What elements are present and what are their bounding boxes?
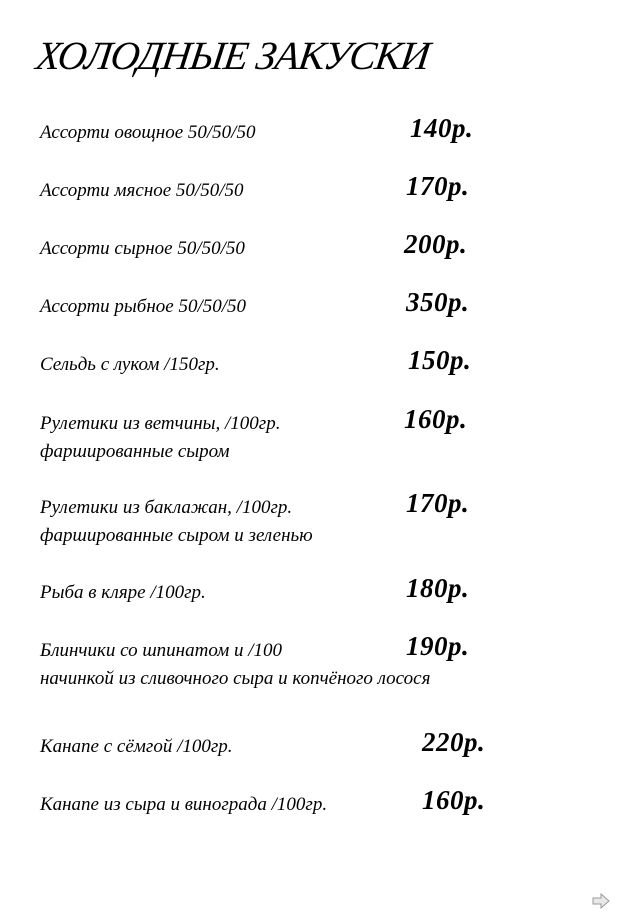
item-name: Сельдь с луком /150гр.: [40, 354, 220, 375]
item-price: 170р.: [406, 488, 470, 518]
item-description: начинкой из сливочного сыра и копчёного лосося: [40, 668, 431, 689]
item-name: Рыба в кляре /100гр.: [40, 582, 206, 603]
item-name: Ассорти сырное 50/50/50: [40, 238, 245, 259]
item-price: 160р.: [404, 404, 468, 434]
item-price: 180р.: [406, 573, 470, 603]
item-name: Ассорти рыбное 50/50/50: [40, 296, 247, 317]
item-name: Ассорти мясное 50/50/50: [40, 180, 244, 201]
menu-item: [40, 287, 600, 318]
arrow-right-icon[interactable]: [592, 892, 610, 910]
item-price: 150р.: [408, 345, 472, 375]
menu-item: [40, 785, 600, 816]
item-price: 140р.: [410, 113, 474, 143]
menu-item: [40, 488, 600, 547]
item-name: Рулетики из ветчины, /100гр.: [40, 413, 281, 434]
page-title: ХОЛОДНЫЕ ЗАКУСКИ: [33, 33, 433, 78]
menu-item: [40, 573, 600, 604]
item-price: 220р.: [422, 727, 486, 757]
menu-item: [40, 345, 600, 376]
menu-item: [40, 113, 600, 144]
menu-item: [40, 171, 600, 202]
item-price: 350р.: [406, 287, 470, 317]
menu-item: [40, 229, 600, 260]
item-name: Блинчики со шпинатом и /100: [40, 640, 282, 661]
item-name: Ассорти овощное 50/50/50: [40, 122, 256, 143]
item-name: Канапе с сёмгой /100гр.: [40, 736, 233, 757]
item-price: 190р.: [406, 631, 470, 661]
item-name: Рулетики из баклажан, /100гр.: [40, 497, 293, 518]
item-price: 160р.: [422, 785, 486, 815]
menu-item: [40, 727, 600, 758]
menu-item: [40, 404, 600, 463]
item-description: фаршированные сыром: [40, 441, 230, 462]
menu-item: [40, 631, 600, 690]
item-name: Канапе из сыра и винограда /100гр.: [40, 794, 328, 815]
item-price: 170р.: [406, 171, 470, 201]
item-description: фаршированные сыром и зеленью: [40, 525, 313, 546]
item-price: 200р.: [404, 229, 468, 259]
